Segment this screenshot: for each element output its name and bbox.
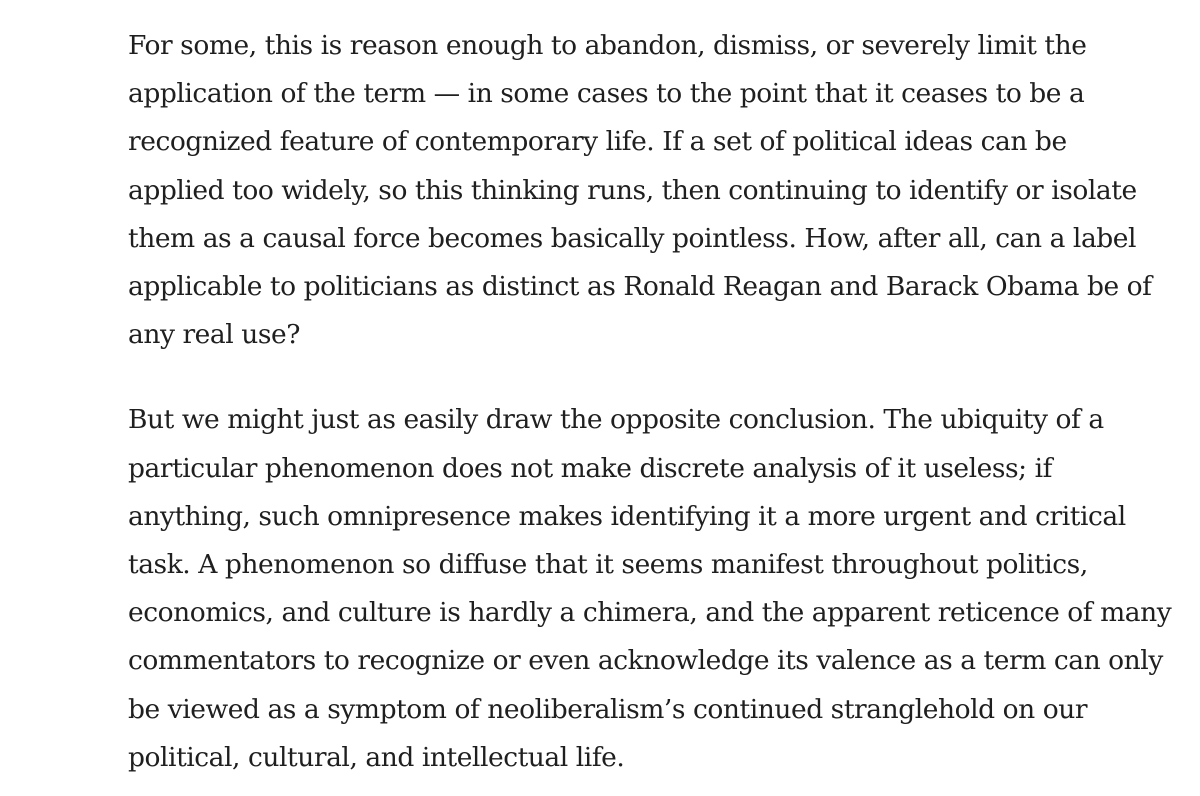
paragraph-1 [128, 22, 1178, 359]
text-line: commentators to recognize or even acknowledge its valence as a term can only [128, 645, 1163, 677]
text-line: economics, and culture is hardly a chimera, and the apparent reticence of many [128, 597, 1172, 629]
article-body [128, 22, 1178, 782]
text-line: recognized feature of contemporary life. If a set of political ideas can be [128, 126, 1067, 158]
text-line: For some, this is reason enough to abandon, dismiss, or severely limit the [128, 30, 1087, 61]
text-line: But we might just as easily draw the opposite conclusion. The ubiquity of a [128, 404, 1104, 436]
text-line: particular phenomenon does not make discrete analysis of it useless; if [128, 452, 1053, 484]
paragraph-2 [128, 396, 1178, 782]
text-line: application of the term — in some cases to the point that it ceases to be a [128, 78, 1085, 110]
text-line: them as a causal force becomes basically pointless. How, after all, can a label [128, 222, 1137, 254]
text-line: anything, such omnipresence makes identifying it a more urgent and critical [128, 500, 1126, 532]
text-line: be viewed as a symptom of neoliberalism’s continued stranglehold on our [128, 693, 1088, 725]
text-line: applicable to politicians as distinct as Ronald Reagan and Barack Obama be of [128, 271, 1152, 303]
text-line: political, cultural, and intellectual life. [128, 741, 625, 773]
text-line: any real use? [128, 319, 301, 351]
text-line: task. A phenomenon so diffuse that it seems manifest throughout politics, [128, 549, 1088, 581]
text-line: applied too widely, so this thinking runs, then continuing to identify or isolate [128, 174, 1137, 206]
